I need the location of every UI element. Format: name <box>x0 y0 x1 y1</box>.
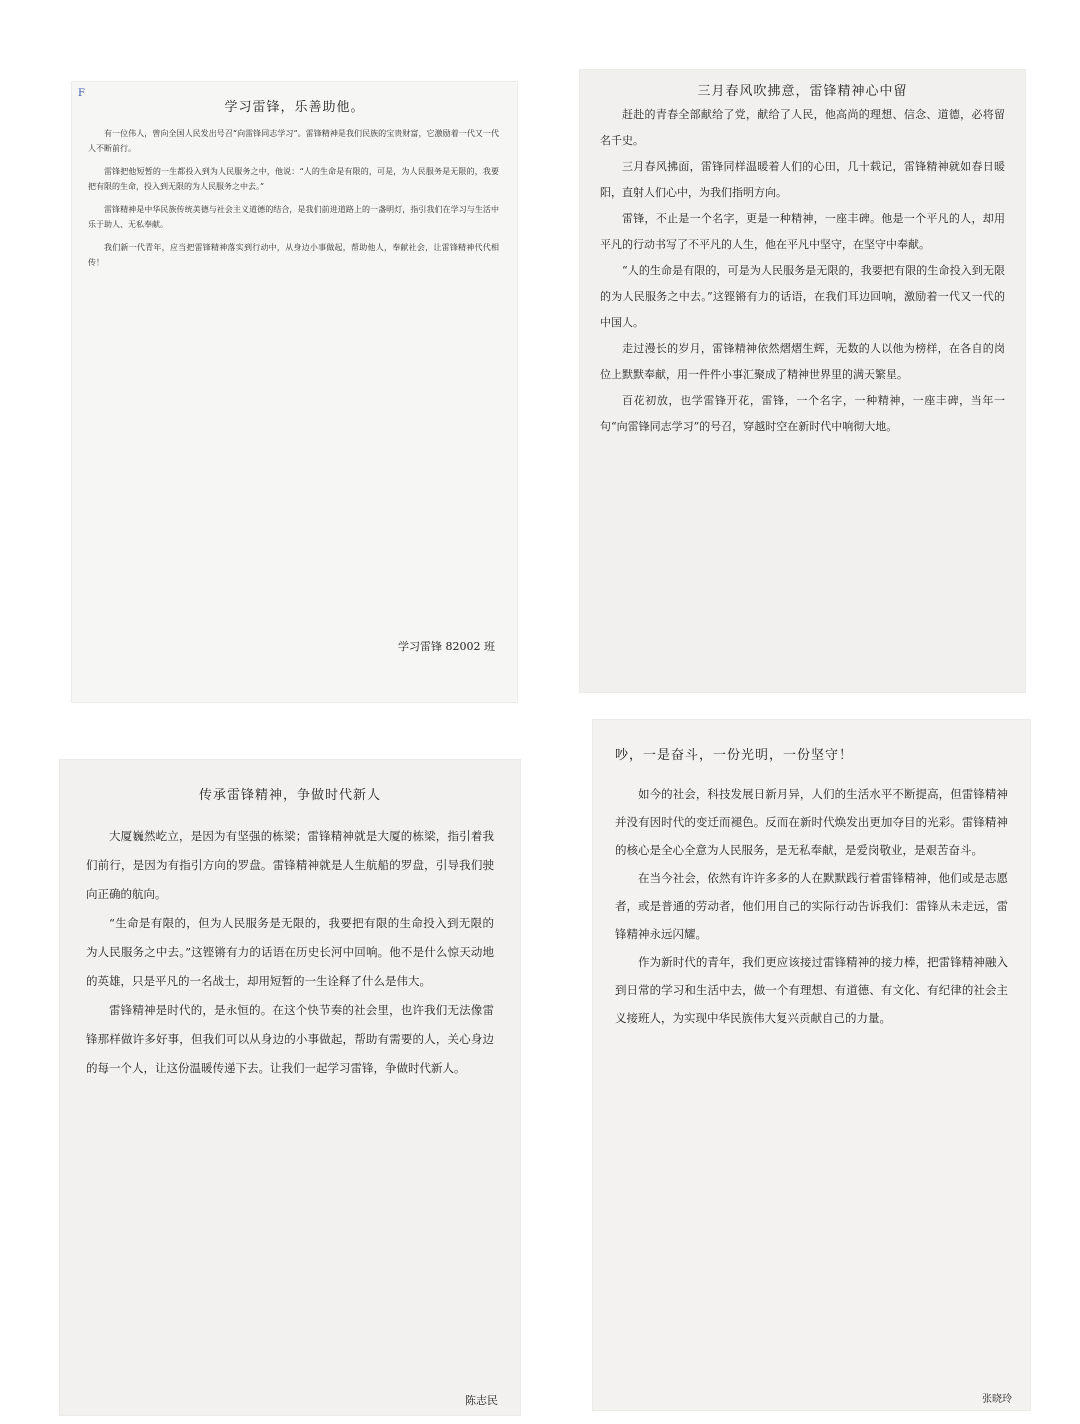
paragraph: 有一位伟人，曾向全国人民发出号召“向雷锋同志学习”。雷锋精神是我们民族的宝贵财富，它激励着一代又一代人不断前行。 <box>88 129 499 153</box>
essay-page-1 <box>72 82 517 702</box>
paragraph: 我们新一代青年，应当把雷锋精神落实到行动中，从身边小事做起，帮助他人，奉献社会，让雷锋精神代代相传！ <box>88 243 499 267</box>
paragraph: 雷锋精神是时代的，是永恒的。在这个快节奏的社会里，也许我们无法像雷锋那样做许多好事，但我们可以从身边的小事做起，帮助有需要的人，关心身边的每一个人，让这份温暖传递下去。让我们一起学习雷锋，争做时代新人。 <box>86 1003 494 1075</box>
paragraph: 雷锋，不止是一个名字，更是一种精神，一座丰碑。他是一个平凡的人，却用平凡的行动书写了不平凡的人生，他在平凡中坚守，在坚守中奉献。 <box>600 212 1005 251</box>
essay-page-3 <box>60 760 520 1415</box>
paragraph: 走过漫长的岁月，雷锋精神依然熠熠生辉，无数的人以他为榜样，在各自的岗位上默默奉献，用一件件小事汇聚成了精神世界里的满天繁星。 <box>600 342 1005 381</box>
signature: 学习雷锋 82002 班 <box>398 640 495 653</box>
paragraph: “生命是有限的，但为人民服务是无限的，我要把有限的生命投入到无限的为人民服务之中去。”这铿锵有力的话语在历史长河中回响。他不是什么惊天动地的英雄，只是平凡的一名战士，却用短暂的一生诠释了什么是伟大。 <box>86 916 494 988</box>
paragraph: 三月春风拂面，雷锋同样温暖着人们的心田，几十载记，雷锋精神就如春日暖阳，直射人们心中，为我们指明方向。 <box>600 160 1005 199</box>
essay-page-4 <box>593 720 1030 1410</box>
paragraph: 如今的社会，科技发展日新月异，人们的生活水平不断提高，但雷锋精神并没有因时代的变迁而褪色。反而在新时代焕发出更加夺目的光彩。雷锋精神的核心是全心全意为人民服务，是无私奉献，是爱岗敬业，是艰苦奋斗。 <box>615 787 1008 857</box>
page-title: 三月春风吹拂意，雷锋精神心中留 <box>697 84 908 99</box>
margin-mark: F <box>78 88 85 99</box>
paragraph: 在当今社会，依然有许许多多的人在默默践行着雷锋精神，他们或是志愿者，或是普通的劳动者，他们用自己的实际行动告诉我们：雷锋从未走远，雷锋精神永远闪耀。 <box>615 871 1008 941</box>
essay-page-2 <box>580 70 1025 692</box>
paragraph: 赶赴的青春全部献给了党，献给了人民，他高尚的理想、信念、道德，必将留名千史。 <box>600 108 1005 147</box>
paragraph: 雷锋精神是中华民族传统美德与社会主义道德的结合，是我们前进道路上的一盏明灯，指引我们在学习与生活中乐于助人、无私奉献。 <box>88 205 499 229</box>
paragraph: 雷锋把他短暂的一生都投入到为人民服务之中，他说：“人的生命是有限的，可是，为人民服务是无限的，我要把有限的生命，投入到无限的为人民服务之中去。” <box>88 167 499 191</box>
page-title: 学习雷锋，乐善助他。 <box>224 100 365 115</box>
signature: 陈志民 <box>465 1394 498 1407</box>
page-title: 传承雷锋精神，争做时代新人 <box>198 788 381 803</box>
paragraph: 作为新时代的青年，我们更应该接过雷锋精神的接力棒，把雷锋精神融入到日常的学习和生活中去，做一个有理想、有道德、有文化、有纪律的社会主义接班人，为实现中华民族伟大复兴贡献自己的力量。 <box>615 955 1008 1025</box>
page-title: 吵，一是奋斗，一份光明，一份坚守！ <box>615 748 854 763</box>
paragraph: 百花初放，也学雷锋开花，雷锋，一个名字，一种精神，一座丰碑，当年一句“向雷锋同志学习”的号召，穿越时空在新时代中响彻大地。 <box>600 394 1005 433</box>
paragraph: 大厦巍然屹立，是因为有坚强的栋梁；雷锋精神就是大厦的栋梁，指引着我们前行，是因为有指引方向的罗盘。雷锋精神就是人生航船的罗盘，引导我们驶向正确的航向。 <box>86 829 494 901</box>
signature: 张晓玲 <box>982 1394 1012 1405</box>
paragraph: “人的生命是有限的，可是为人民服务是无限的，我要把有限的生命投入到无限的为人民服务之中去。”这铿锵有力的话语，在我们耳边回响，激励着一代又一代的中国人。 <box>600 264 1005 329</box>
